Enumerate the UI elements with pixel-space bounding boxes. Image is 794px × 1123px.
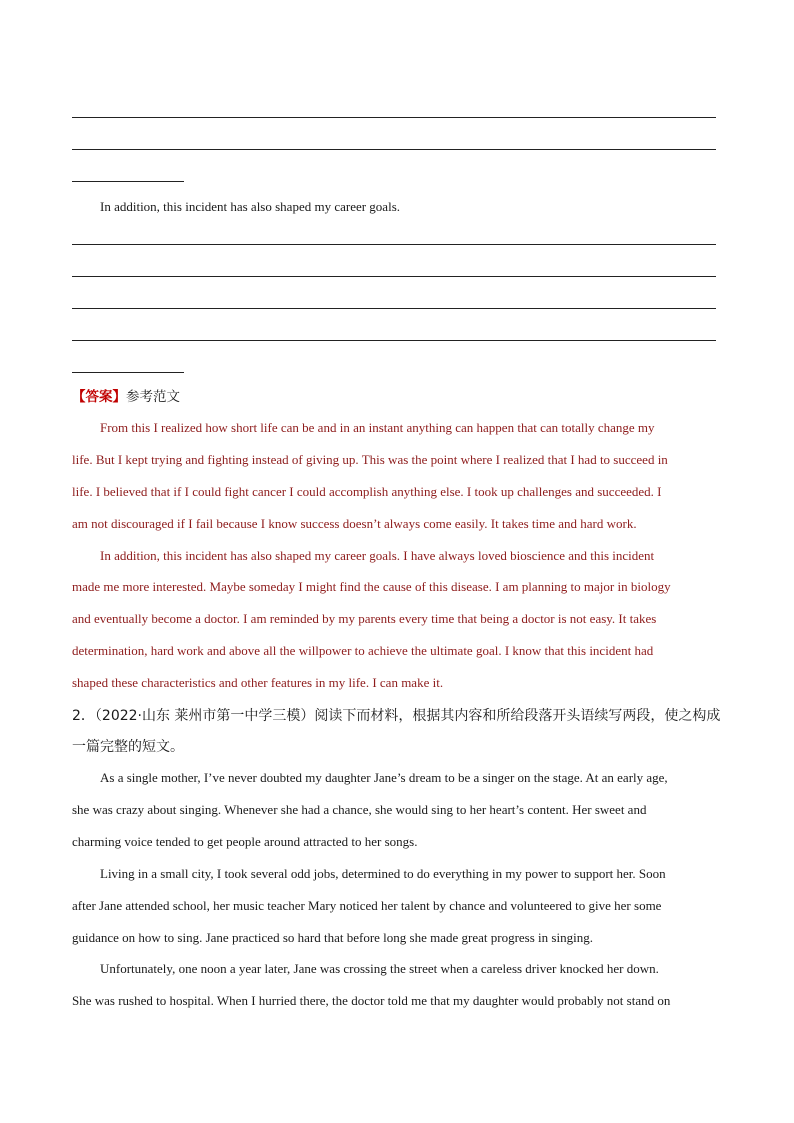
- passage-line: As a single mother, I’ve never doubted my daughter Jane’s dream to be a singer on the stage. At an early age,: [100, 770, 668, 785]
- blank-writing-line: [72, 308, 716, 309]
- passage-line: Living in a small city, I took several odd jobs, determined to do everything in my power to support her. Soon: [100, 866, 666, 881]
- blank-writing-line: [72, 117, 716, 118]
- answer-label: 参考范文: [126, 389, 180, 405]
- blank-writing-line: [72, 149, 716, 150]
- question-2-header: 2．（2022·山东 莱州市第一中学三模）阅读下而材料，根据其内容和所给段落开头语续写两段，使之构成: [72, 708, 721, 724]
- answer-heading: [72, 388, 180, 406]
- passage-line: after Jane attended school, her music teacher Mary noticed her talent by chance and volunteered to give her some: [72, 898, 662, 913]
- blank-writing-line: [72, 244, 716, 245]
- blank-writing-line: [72, 276, 716, 277]
- blank-writing-line: [72, 340, 716, 341]
- passage-line: guidance on how to sing. Jane practiced so hard that before long she made great progress in singing.: [72, 930, 593, 945]
- passage-line: charming voice tended to get people around attracted to her songs.: [72, 834, 418, 849]
- blank-writing-line-short: [72, 372, 184, 373]
- answer-line: life. I believed that if I could fight cancer I could accomplish anything else. I took up challenges and succeeded. I: [72, 484, 662, 499]
- answer-line: am not discouraged if I fail because I know success doesn’t always come easily. It takes time and hard work.: [72, 516, 637, 531]
- answer-line: determination, hard work and above all the willpower to achieve the ultimate goal. I know that this incident had: [72, 643, 654, 658]
- passage-line: She was rushed to hospital. When I hurried there, the doctor told me that my daughter would probably not stand on: [72, 993, 671, 1008]
- passage-line: Unfortunately, one noon a year later, Jane was crossing the street when a careless driver knocked her down.: [100, 961, 659, 976]
- blank-writing-line-short: [72, 181, 184, 182]
- answer-line: In addition, this incident has also shaped my career goals. I have always loved bioscience and this incident: [100, 548, 655, 563]
- answer-tag: 【答案】: [72, 389, 126, 405]
- answer-line: From this I realized how short life can be and in an instant anything can happen that can totally change my: [100, 420, 655, 435]
- paragraph-lead-sentence: In addition, this incident has also shaped my career goals.: [100, 199, 401, 214]
- answer-line: and eventually become a doctor. I am reminded by my parents every time that being a doctor is not easy. It takes: [72, 611, 657, 626]
- answer-line: shaped these characteristics and other features in my life. I can make it.: [72, 675, 444, 690]
- passage-line: she was crazy about singing. Whenever she had a chance, she would sing to her heart’s content. Her sweet and: [72, 802, 647, 817]
- answer-line: made me more interested. Maybe someday I might find the cause of this disease. I am planning to major in biology: [72, 579, 671, 594]
- question-2-header-cont: 一篇完整的短文。: [72, 739, 184, 755]
- answer-line: life. But I kept trying and fighting instead of giving up. This was the point where I realized that I had to succeed in: [72, 452, 668, 467]
